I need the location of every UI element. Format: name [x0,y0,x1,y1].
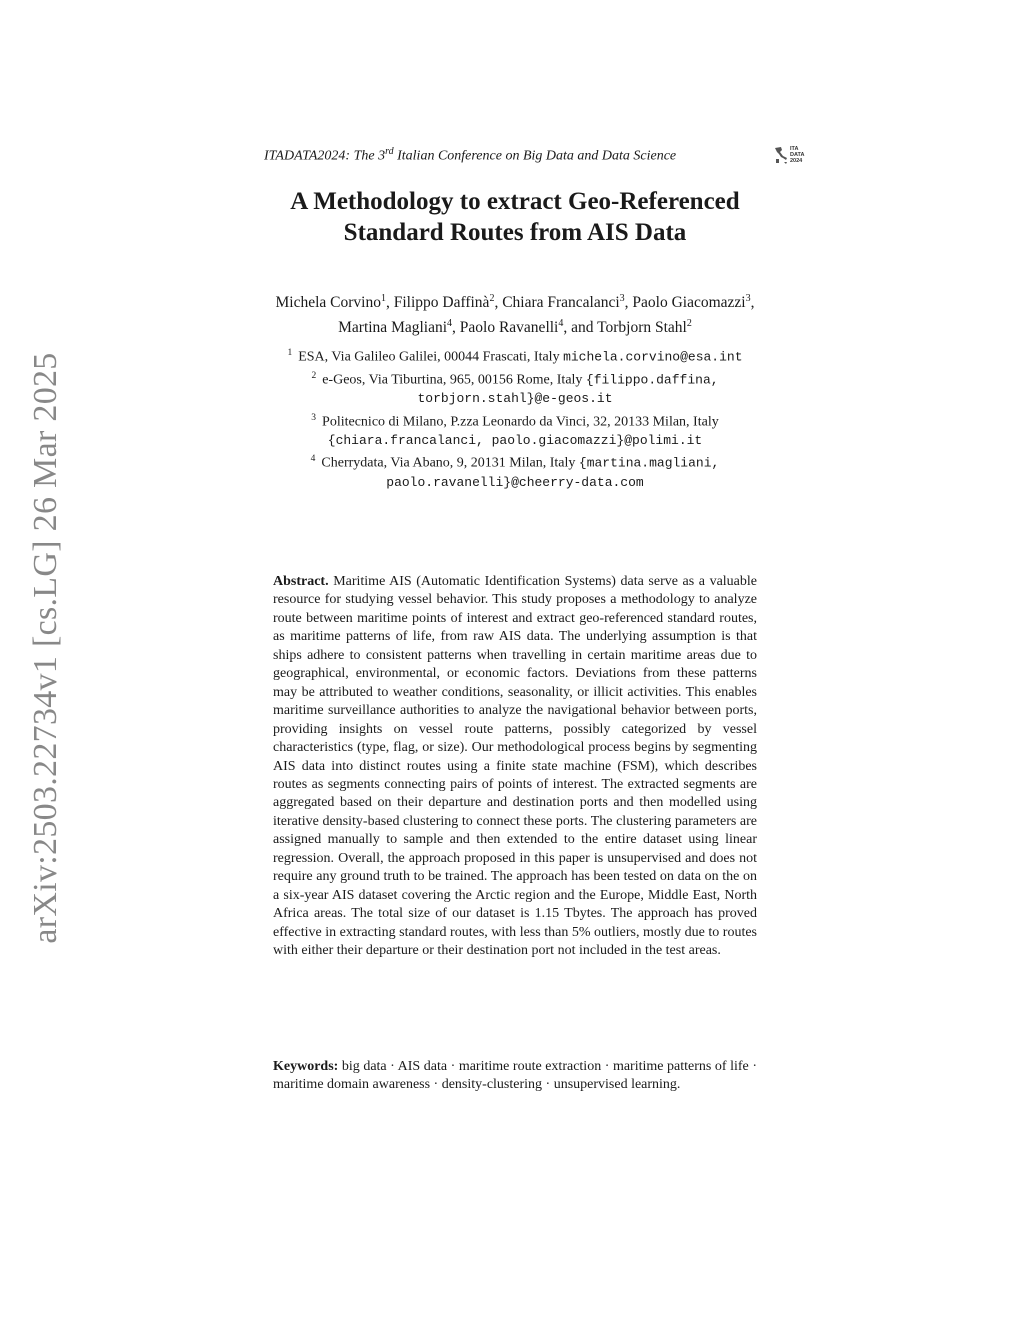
affiliations: $^1$ ESA, Via Galileo Galilei, 00044 Frascati, Italy michela.corvino@esa.int $^2$ e-Geos, Via Tiburtina, 965, 00156 Rome, Italy {filippo.daffina, torbjorn.stahl}@e-geos.it $^3$ Politecnico di Milano, P.zza Leonardo da Vinci, 32, 20133 Milan, Italy {chiara.francalanci, paolo.giacomazzi}@polimi.it $^4$ Cherrydata, Via Abano, 9, 20131 Milan, Italy {martina.magliani, paolo.ravanelli}@cheerry-data.com [180,344,850,492]
affiliation-2: $^2$ e-Geos, Via Tiburtina, 965, 00156 Rome, Italy {filippo.daffina, [311,371,719,388]
affiliation-3: $^3$ Politecnico di Milano, P.zza Leonardo da Vinci, 32, 20133 Milan, Italy [311,412,719,430]
keywords-text: big data · AIS data · maritime route extraction · maritime patterns of life · maritime domain awareness · density-clustering · unsupervised learning. [273,1059,757,1093]
abstract-label: Abstract. [273,574,329,589]
paper-title: A Methodology to extract Geo-Referenced Standard Routes from AIS Data [290,188,740,246]
abstract-text: Maritime AIS (Automatic Identification Systems) data serve as a valuable resource for studying vessel behavior. This study proposes a methodology to analyze route between maritime points of interest and extract geo-referenced standard routes, as maritime patterns of life, from raw AIS data. The underlying assumption is that ships adhere to consistent patterns when travelling in certain maritime areas due to geographical, environmental, or economic factors. Deviations from these patterns may be attributed to weather conditions, seasonality, or illicit activities. This enables maritime surveillance authorities to analyze the navigational behavior between ports, providing insights on vessel route patterns, possibly categorized by vessel characteristics (type, flag, or size). Our methodological process begins by segmenting AIS data into distinct routes using a finite state machine (FSM), which describes routes as segments connecting pairs of points of interest. The extracted segments are aggregated based on their departure and destination ports and then modelled using iterative density-based clustering to connect these ports. The clustering parameters are assigned manually to sample and then extended to the entire dataset using linear regression. Overall, the approach proposed in this paper is unsupervised and does not require any ground truth to be trained. The approach has been tested on data on the on a six-year AIS dataset covering the Arctic region and the Europe, Middle East, North Africa areas. The total size of our dataset is 1.15 Tbytes. The approach has proved effective in extracting standard routes, with less than 5% outliers, mostly due to routes with either their departure or their destination port not included in the test areas. [273,574,757,959]
conference-header: ITADATA2024: The 3rd Italian Conference on Big Data and Data Science [264,146,677,164]
author: Filippo Daffinà [393,294,490,312]
abstract [273,573,757,961]
keywords [273,1058,757,1095]
author: Michela Corvino [275,294,381,312]
keywords-label: Keywords: [273,1059,339,1074]
logo-text: ITA DATA 2024 [790,146,805,164]
author: Chiara Francalanci [502,294,620,312]
author: Paolo Ravanelli [459,319,559,337]
author-list: Michela Corvino$^1$, Filippo Daffinà$^2$, Chiara Francalanci$^3$, Paolo Giacomazzi$^3$, Martina Magliani$^4$, Paolo Ravanelli$^4$, and Torbjorn Stahl$^2$ [275,293,755,337]
italy-map-icon [772,146,790,166]
affiliation-1: $^1$ ESA, Via Galileo Galilei, 00044 Frascati, Italy michela.corvino@esa.int [287,348,743,365]
arxiv-watermark: arXiv:2503.22734v1 [cs.LG] 26 Mar 2025 [27,352,64,944]
author: Paolo Giacomazzi [632,294,746,312]
itadata-logo [772,146,812,166]
affiliation-4: $^4$ Cherrydata, Via Abano, 9, 20131 Milan, Italy {martina.magliani, [310,454,720,472]
author: Martina Magliani [338,319,448,337]
author: Torbjorn Stahl [597,319,687,337]
